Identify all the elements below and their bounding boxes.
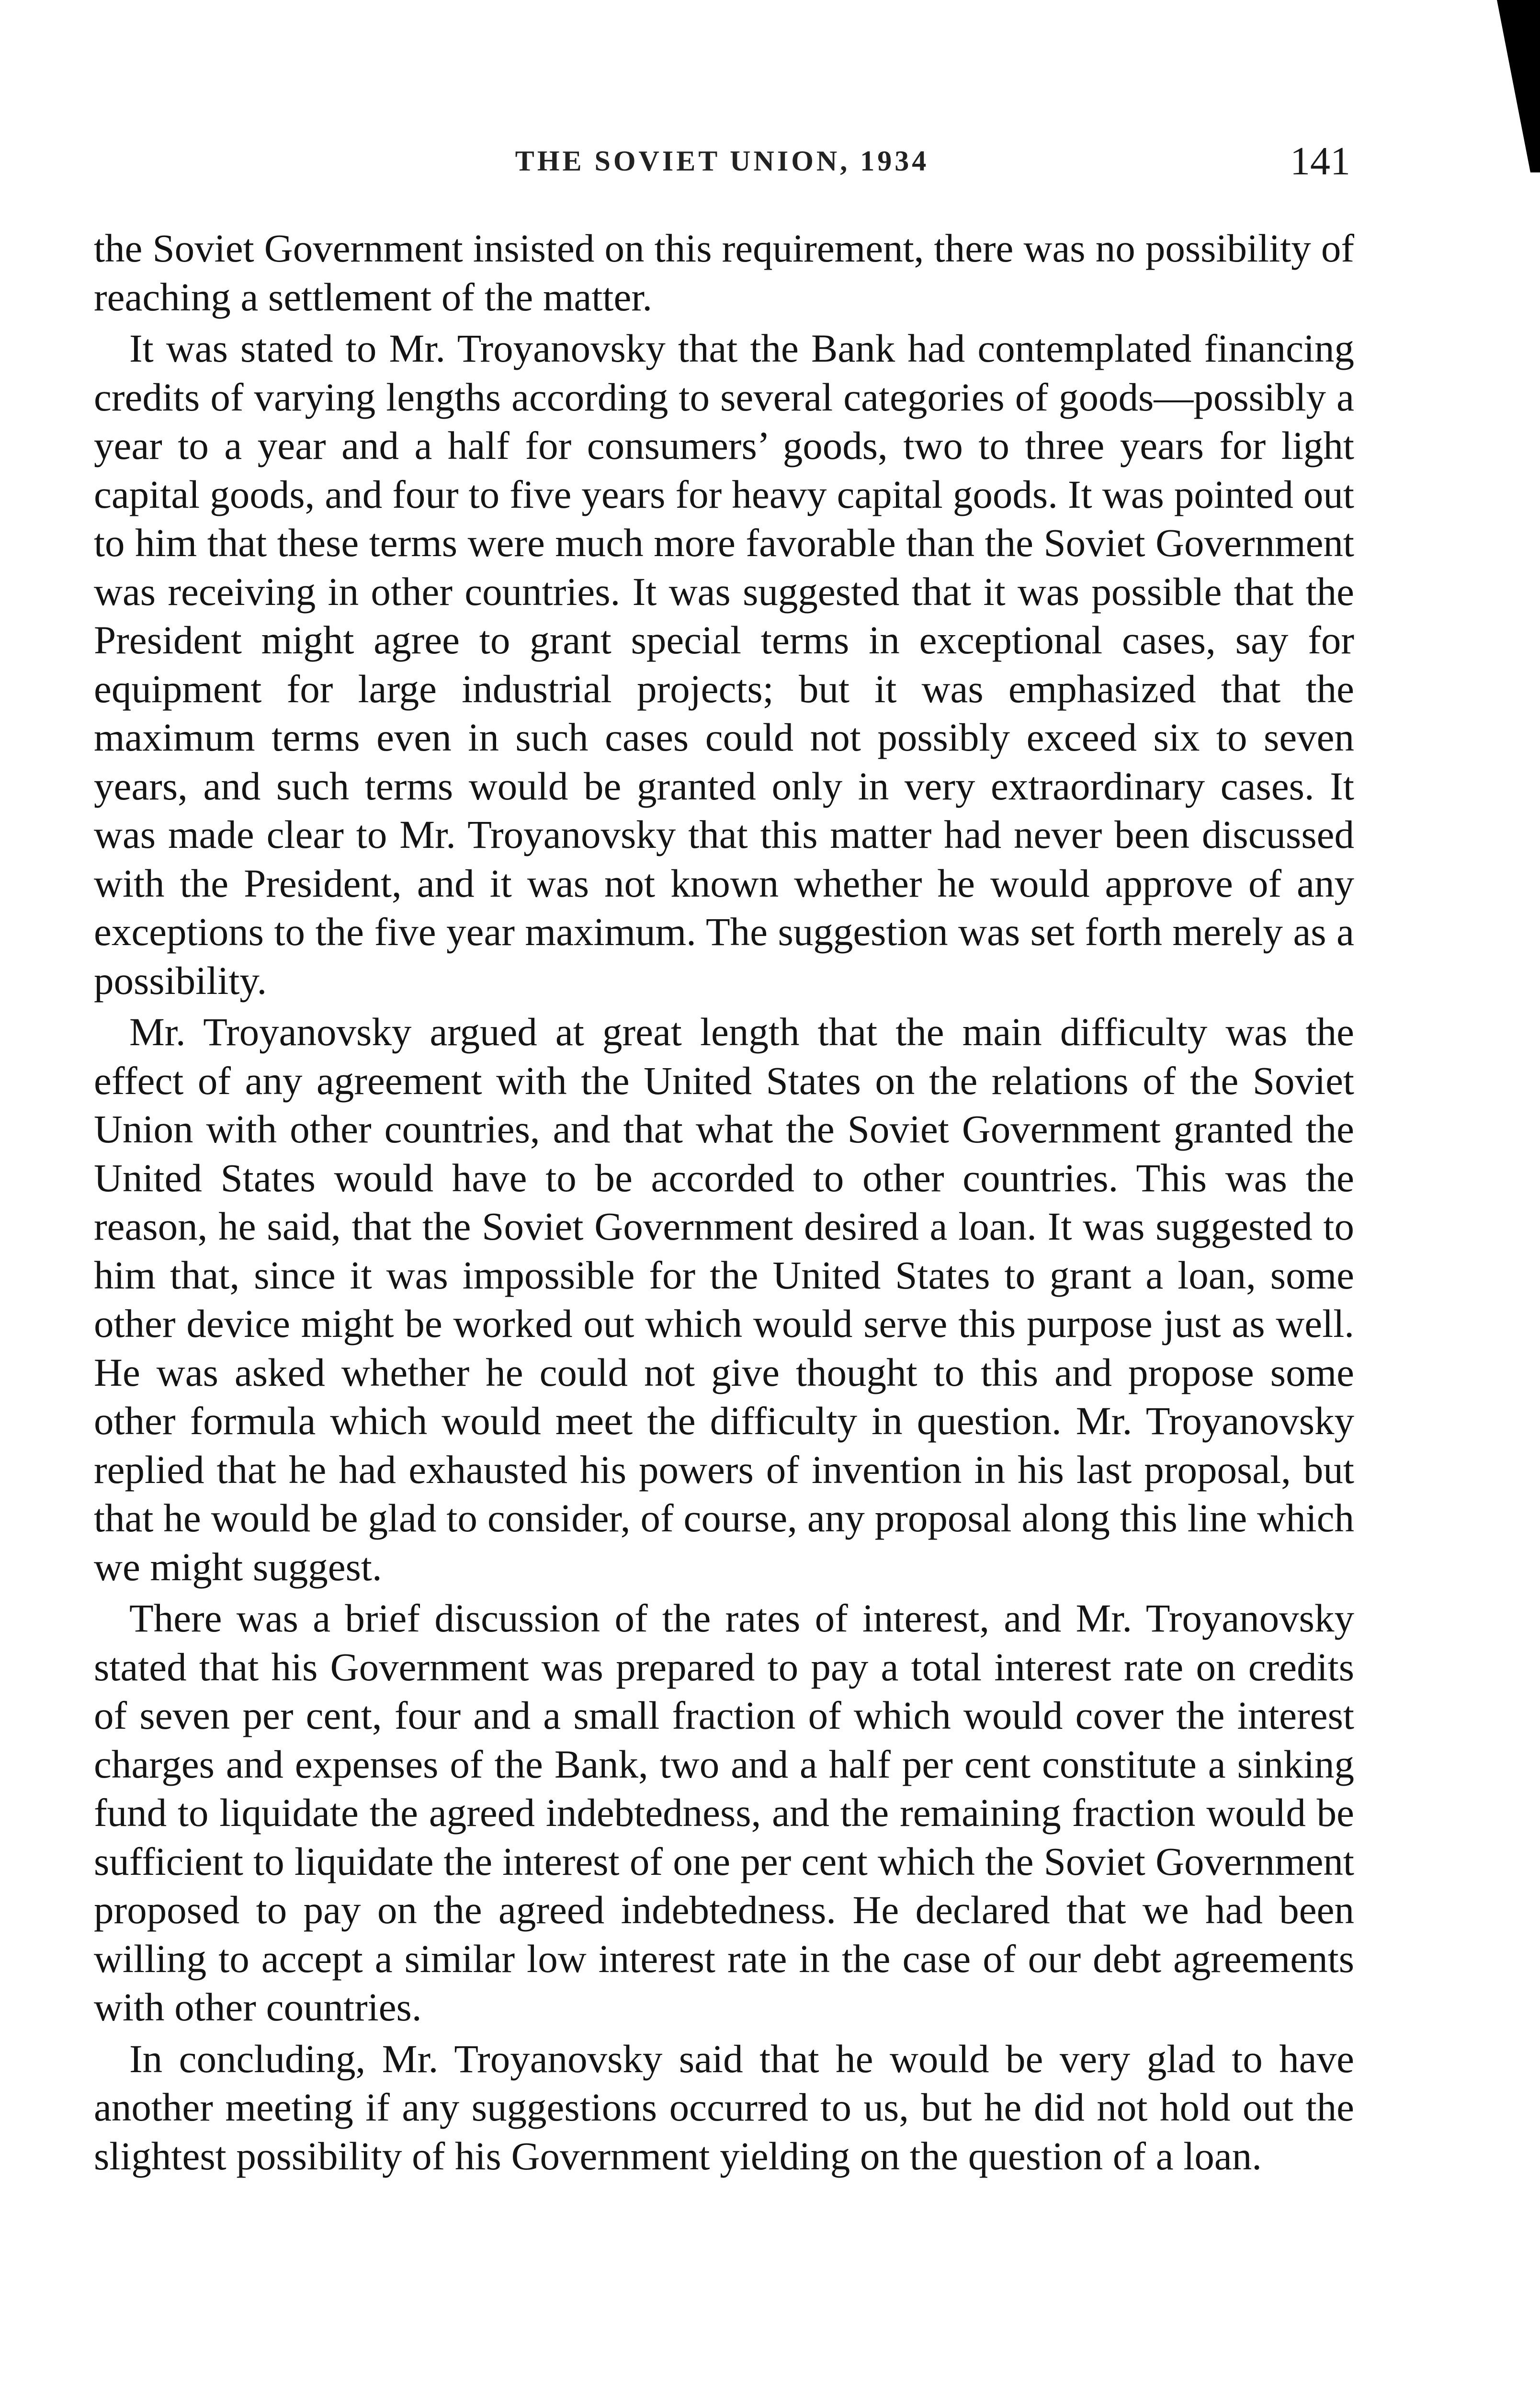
paragraph-credit-terms: It was stated to Mr. Troyanovsky that the Bank had contemplated financing credits of varying lengths according to several categories of goods—possibly a year to a year and a half for consumers’ goods, two to three years for light capital goods, and four to five years for heavy capital goods. It was pointed out to him that these terms were much more favorable than the Soviet Government was receiving in other countries. It was suggested that it was possible that the President might agree to grant special terms in exceptional cases, say for equipment for large industrial projects; but it was emphasized that the maximum terms even in such cases could not possibly exceed six to seven years, and such terms would be granted only in very extraordinary cases. It was made clear to Mr. Troyanovsky that this matter had never been discussed with the President, and it was not known whether he would approve of any exceptions to the five year maximum. The suggestion was set forth merely as a possibility.	[94, 326, 1354, 1003]
paragraph-interest-rates: There was a brief discussion of the rates of interest, and Mr. Troyanovsky stated that his Government was prepared to pay a total interest rate on credits of seven per cent, four and a small fraction of which would cover the interest charges and expenses of the Bank, two and a half per cent constitute a sinking fund to liquidate the agreed indebtedness, and the remaining fraction would be sufficient to liquidate the interest of one per cent which the Soviet Government proposed to pay on the agreed indebtedness. He declared that we had been willing to accept a similar low interest rate in the case of our debt agreements with other countries.	[94, 1596, 1354, 2029]
paragraph-loan-argument: Mr. Troyanovsky argued at great length that the main difficulty was the effect of any agreement with the United States on the relations of the Soviet Union with other countries, and that what the Soviet Government granted the United States would have to be accorded to other countries. This was the reason, he said, that the Soviet Government desired a loan. It was suggested to him that, since it was impossible for the United States to grant a loan, some other device might be worked out which would serve this purpose just as well. He was asked whether he could not give thought to this and propose some other formula which would meet the difficulty in question. Mr. Troyanovsky replied that he had exhausted his powers of invention in his last proposal, but that he would be glad to consider, of course, any proposal along this line which we might suggest.	[94, 1010, 1354, 1589]
page-number: 141	[1290, 139, 1350, 183]
running-title: THE SOVIET UNION, 1934	[515, 145, 929, 177]
paragraph-continuation: the Soviet Government insisted on this requirement, there was no possibility of reaching a settlement of the matter.	[94, 226, 1354, 319]
running-head	[94, 138, 1350, 191]
body-text	[94, 224, 1354, 2183]
scan-edge-mark	[1483, 0, 1540, 172]
paragraph-conclusion: In concluding, Mr. Troyanovsky said that he would be very glad to have another meeting if any suggestions occurred to us, but he did not hold out the slightest possibility of his Government yielding on the question of a loan.	[94, 2036, 1354, 2178]
